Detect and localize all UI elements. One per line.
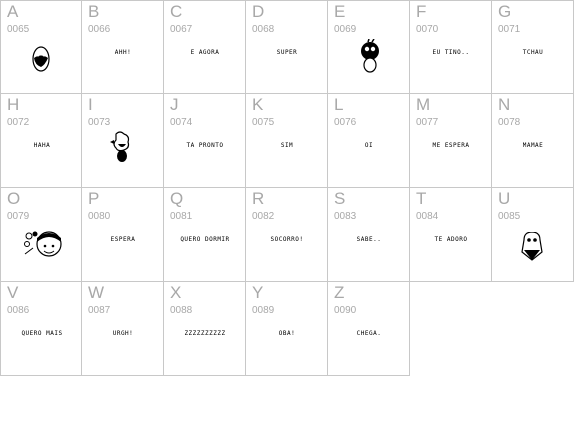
glyph-cell[interactable] [0,94,82,188]
glyph-code: 0080 [88,211,111,222]
glyph-letter: K [252,95,264,114]
glyph-cell[interactable] [82,282,164,376]
glyph-code: 0068 [252,24,275,35]
glyph-cell[interactable] [492,188,574,282]
smiley-flowers-icon [23,230,63,260]
glyph-cell[interactable] [410,188,492,282]
glyph-letter: D [252,2,265,21]
glyph-code: 0085 [498,211,521,222]
fuzzy-monster-icon [358,39,382,73]
glyph-cell[interactable] [164,0,246,94]
glyph-letter: M [416,95,431,114]
glyph-letter: N [498,95,511,114]
glyph-sample-text: OBA! [278,330,296,337]
glyph-sample-text: TE ADORO [434,236,468,243]
glyph-letter: B [88,2,100,21]
glyph-code: 0067 [170,24,193,35]
glyph-code: 0070 [416,24,439,35]
glyph-sample-text: SUPER [276,49,298,56]
glyph-letter: R [252,189,265,208]
glyph-cell[interactable] [410,94,492,188]
glyph-letter: U [498,189,511,208]
glyph-code: 0071 [498,24,521,35]
glyph-code: 0078 [498,117,521,128]
glyph-cell[interactable] [82,94,164,188]
glyph-cell[interactable] [410,0,492,94]
glyph-sample-text: QUERO MAIS [21,330,63,337]
glyph-letter: Z [334,283,345,302]
glyph-letter: X [170,283,182,302]
glyph-cell[interactable] [82,188,164,282]
glyph-cell[interactable] [0,282,82,376]
glyph-letter: V [7,283,19,302]
glyph-code: 0084 [416,211,439,222]
glyph-code: 0086 [7,305,30,316]
glyph-cell[interactable] [164,94,246,188]
glyph-cell[interactable] [328,188,410,282]
glyph-letter: T [416,189,427,208]
glyph-sample-text: ESPERA [110,236,136,243]
glyph-code: 0079 [7,211,30,222]
glyph-letter: C [170,2,183,21]
glyph-sample-text: EU TINO.. [432,49,470,56]
glyph-code: 0075 [252,117,275,128]
glyph-letter: I [88,95,93,114]
glyph-cell[interactable] [246,188,328,282]
glyph-letter: E [334,2,346,21]
glyph-sample-text: QUERO DORMIR [180,236,230,243]
glyph-cell[interactable] [492,94,574,188]
duck-character-icon [110,130,132,164]
glyph-cell[interactable] [492,0,574,94]
glyph-letter: W [88,283,105,302]
glyph-letter: P [88,189,100,208]
glyph-sample-text: AHH! [114,49,132,56]
glyph-code: 0073 [88,117,111,128]
glyph-letter: F [416,2,427,21]
glyph-cell[interactable] [164,188,246,282]
glyph-letter: H [7,95,20,114]
glyph-code: 0076 [334,117,357,128]
glyph-cell[interactable] [246,282,328,376]
glyph-cell[interactable] [328,282,410,376]
glyph-sample-text: TA PRONTO [186,142,224,149]
glyph-code: 0082 [252,211,275,222]
glyph-code: 0066 [88,24,111,35]
glyph-letter: Y [252,283,264,302]
glyph-sample-text: TCHAU [522,49,544,56]
glyph-sample-text: ZZZZZZZZZZ [184,330,226,337]
glyph-cell[interactable] [82,0,164,94]
glyph-sample-text: SOCORRO! [270,236,304,243]
glyph-sample-text: OI [364,142,374,149]
glyph-code: 0089 [252,305,275,316]
glyph-sample-text: SABE.. [356,236,382,243]
glyph-code: 0072 [7,117,30,128]
glyph-code: 0065 [7,24,30,35]
glyph-sample-text: CHEGA. [356,330,382,337]
glyph-sample-text: E AGORA [190,49,220,56]
glyph-sample-text: ME ESPERA [432,142,470,149]
glyph-letter: S [334,189,346,208]
glyph-code: 0088 [170,305,193,316]
glyph-cell[interactable] [246,0,328,94]
glyph-sample-text: URGH! [112,330,134,337]
glyph-letter: Q [170,189,184,208]
glyph-letter: O [7,189,21,208]
glyph-code: 0077 [416,117,439,128]
glyph-code: 0069 [334,24,357,35]
glyph-code: 0074 [170,117,193,128]
glyph-sample-text: SIM [280,142,294,149]
glyph-code: 0090 [334,305,357,316]
glyph-sample-text: HAHA [33,142,51,149]
glyph-cell[interactable] [0,188,82,282]
glyph-letter: J [170,95,179,114]
glyph-code: 0081 [170,211,193,222]
ghost-character-icon [520,232,544,262]
glyph-code: 0083 [334,211,357,222]
glyph-cell[interactable] [0,0,82,94]
glyph-sample-text: MAMAE [522,142,544,149]
glyph-letter: G [498,2,512,21]
glyph-code: 0087 [88,305,111,316]
glyph-cell[interactable] [328,94,410,188]
glyph-letter: L [334,95,344,114]
glyph-cell[interactable] [246,94,328,188]
glyph-cell[interactable] [328,0,410,94]
cartoon-head-icon [31,45,53,73]
glyph-letter: A [7,2,19,21]
glyph-cell[interactable] [164,282,246,376]
